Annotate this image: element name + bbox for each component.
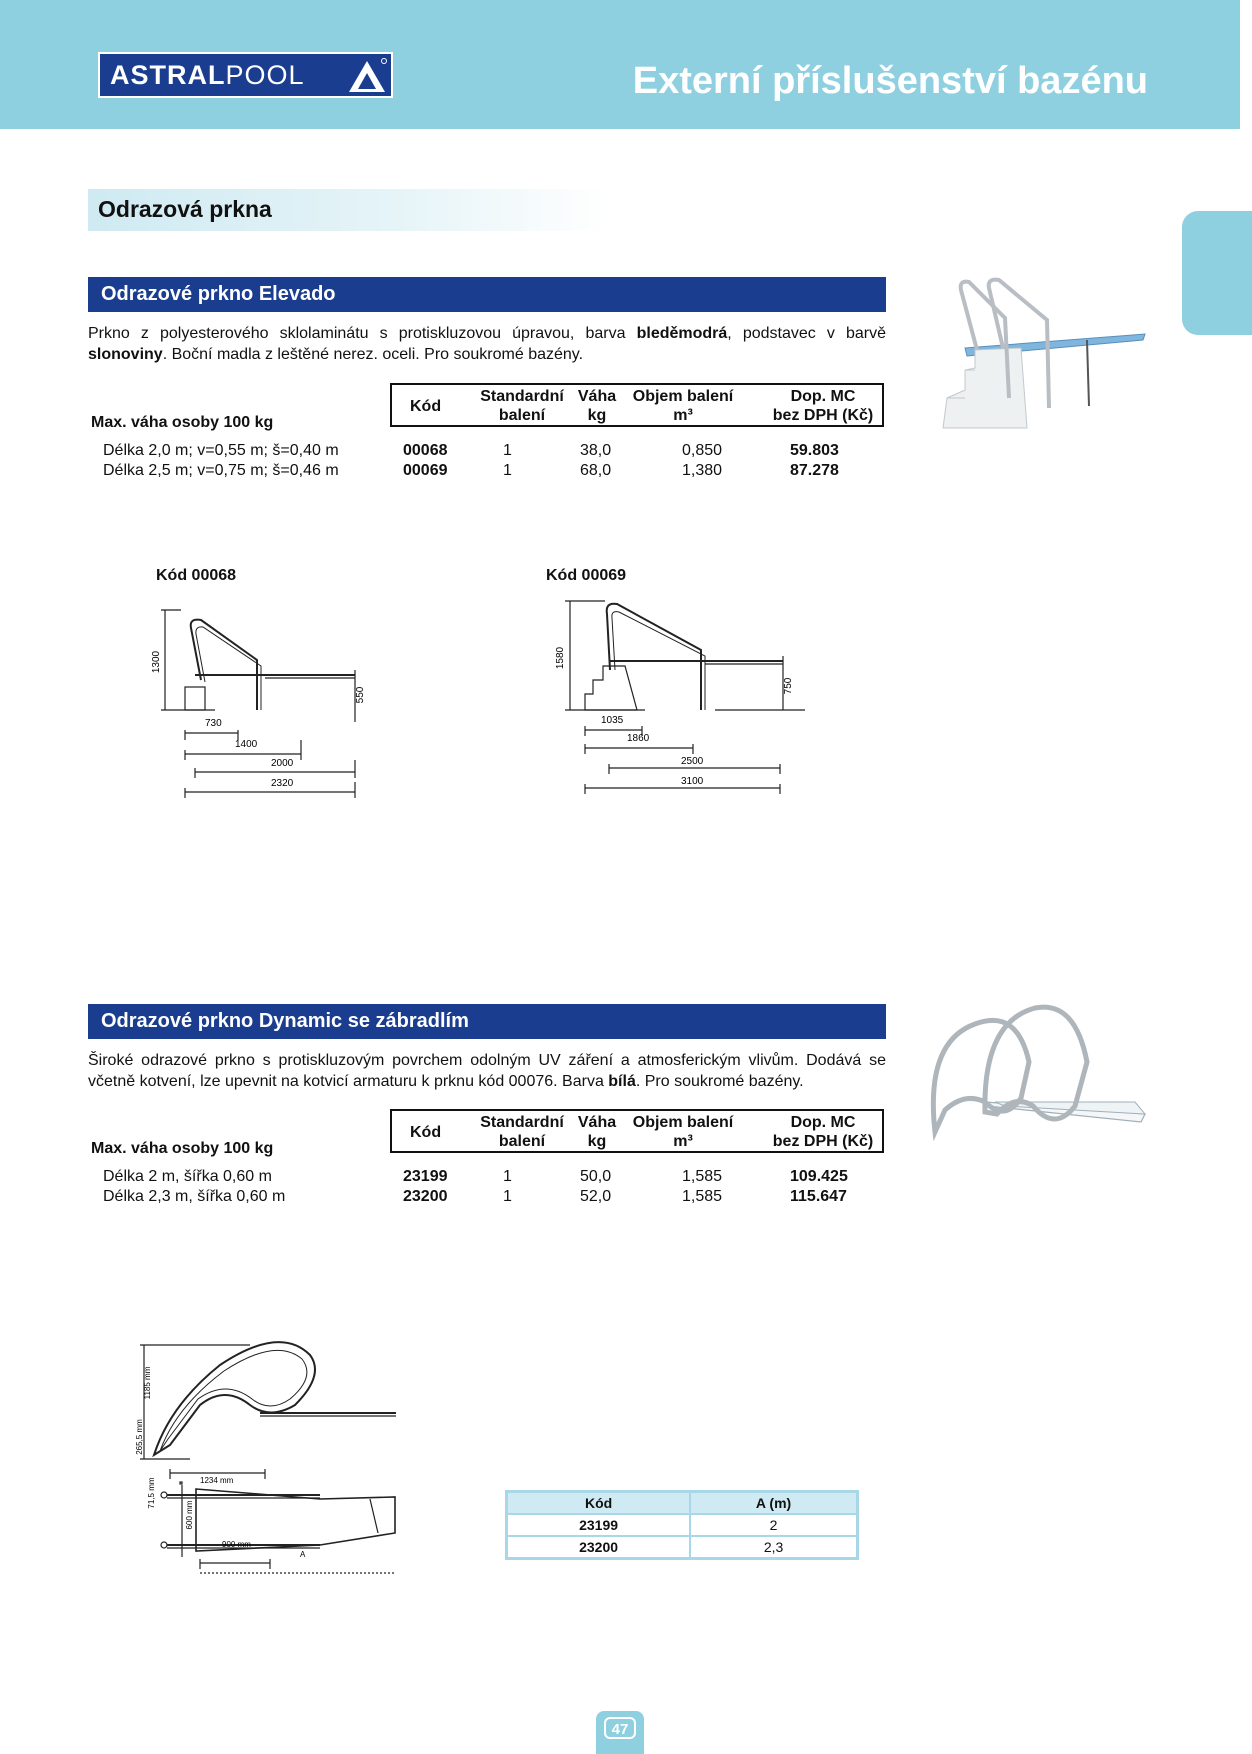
dim-1400: 1400	[235, 739, 258, 750]
drawing-00069	[555, 598, 815, 798]
header-standard-pack: Standardní balení	[480, 388, 564, 424]
side-tab	[1182, 211, 1252, 335]
page-title: Externí příslušenství bazénu	[632, 60, 1148, 102]
header-volume: Objem balení m³	[632, 388, 734, 424]
dim-2500: 2500	[681, 756, 704, 767]
max-weight-label: Max. váha osoby 100 kg	[91, 414, 274, 431]
header-price: Dop. MC bez DPH (Kč)	[772, 1114, 874, 1150]
table-row: Délka 2,3 m, šířka 0,60 m 23200 1 52,0 1,585 115.647	[103, 1188, 847, 1205]
header-code: Kód	[410, 398, 442, 415]
product-description: Prkno z polyesterového sklolaminátu s protiskluzovou úpravou, barva bleděmodrá, podstavec v barvě slonoviny. Boční madla z leštěné nerez. oceli. Pro soukromé bazény.	[88, 325, 886, 363]
elevado-board-photo	[925, 278, 1145, 438]
dim-71-5: 71,5 mm	[147, 1477, 156, 1509]
length-table	[505, 1490, 859, 1560]
dim-1860: 1860	[627, 733, 650, 744]
section-heading	[88, 189, 608, 231]
table-row: 23199 2	[507, 1514, 858, 1536]
product-description: Široké odrazové prkno s protiskluzovým povrchem odolným UV záření a atmosferickým vlivům. Dodává se včetně kotvení, lze upevnit na kotvicí armaturu k prknu kód 00076. Barva bílá. Pro soukromé bazény.	[88, 1052, 886, 1090]
dim-height: 1300	[151, 650, 162, 674]
astralpool-logo	[98, 52, 393, 98]
dim-2000: 2000	[271, 758, 294, 769]
page-number: 47	[604, 1717, 636, 1739]
dim-900: 900 mm	[222, 1540, 251, 1549]
a-table-header-code: Kód	[507, 1492, 691, 1515]
table-row: 23200 2,3	[507, 1536, 858, 1559]
dynamic-board-photo	[925, 1002, 1150, 1152]
table-row: Délka 2 m, šířka 0,60 m 23199 1 50,0 1,585 109.425	[103, 1168, 848, 1185]
spec-table-header	[390, 1109, 884, 1153]
product-title: Odrazové prkno Elevado	[101, 283, 336, 305]
drawing-label-00069: Kód 00069	[546, 567, 627, 584]
section-title: Odrazová prkna	[98, 196, 272, 222]
logo-text-bold: ASTRAL	[110, 60, 226, 90]
product-title-bar-dynamic	[88, 1004, 886, 1039]
drawing-label-00068: Kód 00068	[156, 567, 237, 584]
dim-730: 730	[205, 718, 222, 729]
dim-3100: 3100	[681, 776, 704, 787]
logo-text-light: POOL	[225, 60, 305, 90]
dim-1035: 1035	[601, 715, 624, 726]
dynamic-technical-drawing	[130, 1335, 410, 1565]
dim-height: 1580	[555, 646, 566, 670]
dim-board-height: 750	[783, 677, 794, 695]
drawing-00068	[151, 610, 385, 798]
product-title: Odrazové prkno Dynamic se zábradlím	[101, 1010, 469, 1032]
header-volume: Objem balení m³	[632, 1114, 734, 1150]
header-standard-pack: Standardní balení	[480, 1114, 564, 1150]
dim-2320: 2320	[271, 778, 294, 789]
product-title-bar-elevado	[88, 277, 886, 312]
a-table-header-a: A (m)	[690, 1492, 857, 1515]
table-row: Délka 2,5 m; v=0,75 m; š=0,46 m 00069 1 68,0 1,380 87.278	[103, 462, 839, 479]
dim-265: 265,5 mm	[135, 1419, 144, 1455]
dim-1185: 1185 mm	[143, 1366, 152, 1400]
header-code: Kód	[410, 1124, 442, 1141]
dim-600: 600 mm	[185, 1500, 194, 1530]
max-weight-label: Max. váha osoby 100 kg	[91, 1140, 274, 1157]
dim-board-height: 550	[355, 686, 366, 704]
table-row: Délka 2,0 m; v=0,55 m; š=0,40 m 00068 1 38,0 0,850 59.803	[103, 442, 839, 459]
header-price: Dop. MC bez DPH (Kč)	[772, 388, 874, 424]
header-weight: Váha kg	[577, 1114, 617, 1150]
logo-triangle-icon	[346, 56, 388, 96]
dim-1234: 1234 mm	[200, 1476, 234, 1485]
dim-a: A	[300, 1550, 306, 1559]
spec-table-header	[390, 383, 884, 427]
header-weight: Váha kg	[577, 388, 617, 424]
